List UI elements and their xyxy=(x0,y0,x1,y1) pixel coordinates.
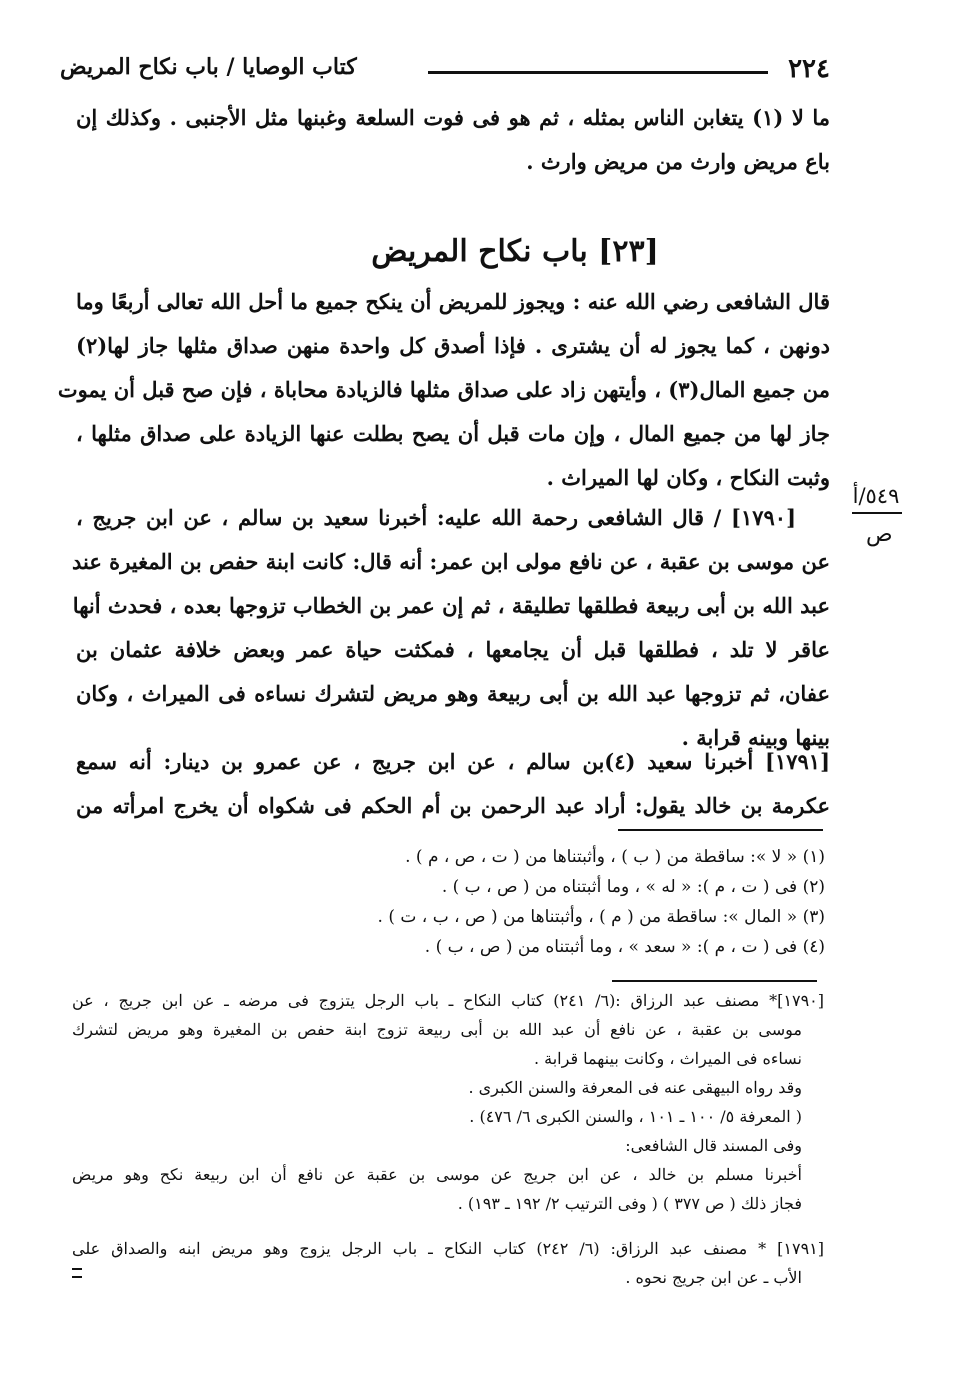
sources-rule xyxy=(612,980,817,982)
running-title: كتاب الوصايا / باب نكاح المريض xyxy=(60,54,357,80)
body-line: [١٧٩٠] / قال الشافعى رحمة الله عليه: أخبرنا سعيد بن سالم ، عن ابن جريج ، xyxy=(76,505,796,530)
body-line: وثبت النكاح ، وكان لها الميراث . xyxy=(546,465,830,490)
continuation-mark xyxy=(72,1268,82,1278)
source-line: فجاز ذلك ( ص ٣٧٧ ) ( وفى الترتيب ٢/ ١٩٢ ـ ١٩٣) . xyxy=(457,1194,802,1213)
intro-line: باع مريض وارث من مريض وارث . xyxy=(526,149,830,174)
body-line: عاقر لا تلد ، فطلقها قبل أن يجامعها ، فمكثت حياة عمر وبعض خلافة عثمان بن xyxy=(76,637,830,662)
body-line: [١٧٩١] أخبرنا سعيد (٤)بن سالم ، عن ابن جريج ، عن عمرو بن دينار: أنه سمع xyxy=(76,749,831,774)
source-line: [١٧٩١] * مصنف عبد الرزاق: (٦/ ٢٤٢) كتاب النكاح ـ باب الرجل يزوج وهو مريض ابنه والصداق على xyxy=(72,1239,824,1258)
body-line: عكرمة بن خالد يقول: أراد عبد الرحمن بن أم الحكم فى شكواه أن يخرج امرأته من xyxy=(76,793,830,818)
footnote: (٢) فى ( ت ، م ): « له » ، وما أثبتناه من ( ص ، ب ) . xyxy=(441,877,825,897)
margin-rule xyxy=(852,512,902,514)
body-line: عبد الله بن أبى ربيعة فطلقها تطليقة ، ثم إن عمر بن الخطاب تزوجها بعده ، فحدث أنها xyxy=(72,593,830,618)
source-line: نساءه فى الميراث ، وكانت بينهما قرابة . xyxy=(533,1049,802,1068)
body-line: جاز لها من جميع المال ، وإن مات قبل أن يصح بطلت عنها الزيادة على صداق مثلها ، xyxy=(76,421,830,446)
source-line: موسى بن عقبة ، عن نافع أن عبد الله بن أبى ربيعة تزوج ابنة حفص بن المغيرة وهو مريض لتشرك xyxy=(72,1020,802,1039)
page-number: ٢٢٤ xyxy=(788,54,830,84)
page-header xyxy=(60,54,830,90)
source-line: أخبرنا مسلم بن خالد ، عن ابن جريج عن موسى بن عقبة عن نافع أن ابن ربيعة نكح وهو مريض xyxy=(72,1165,802,1184)
body-line: دونهن ، كما يجوز له أن يشترى . فإذا أصدق كل واحدة منهن صداق مثلها جاز لها(٢) xyxy=(76,333,830,358)
source-line: وفى المسند قال الشافعى: xyxy=(625,1136,802,1155)
chapter-title: [٢٣] باب نكاح المريض xyxy=(371,234,659,269)
intro-line: ما لا (١) يتغابن الناس بمثله ، ثم هو فى فوت السلعة وغبنها مثل الأجنبى . وكذلك إن xyxy=(76,105,831,130)
margin-manuscript-letter: ص xyxy=(866,522,893,547)
footnote: (٤) فى ( ت ، م ): « سعد » ، وما أثبتناه من ( ص ، ب ) . xyxy=(424,937,825,957)
body-line: عفان، ثم تزوجها عبد الله بن أبى ربيعة وهو مريض لتشرك نساءه فى الميراث ، وكان xyxy=(76,681,830,706)
body-line: من جميع المال(٣) ، وأيتهن زاد على صداق مثلها فالزيادة محاباة ، فإن صح قبل أن يموت xyxy=(57,377,830,402)
source-line: [١٧٩٠]* مصنف عبد الرزاق :(٦/ ٢٤١) كتاب النكاح ـ باب الرجل يتزوج فى مرضه ـ عن ابن جريج ، عن xyxy=(72,991,825,1010)
body-line: قال الشافعى رضي الله عنه : ويجوز للمريض أن ينكح جميع ما أحل الله تعالى أربعًا وما xyxy=(76,289,830,314)
source-line: وقد رواه البيهقى عنه فى المعرفة والسنن الكبرى . xyxy=(468,1078,802,1097)
footnote: (١) « لا »: ساقطة من ( ب ) ، وأثبتناها من ( ت ، ص ، م ) . xyxy=(405,847,825,867)
body-line: عن موسى بن عقبة ، عن نافع مولى ابن عمر: أنه قال: كانت ابنة حفص بن المغيرة عند xyxy=(71,549,830,574)
margin-folio-ref: ٥٤٩/أ xyxy=(852,484,900,508)
body-line: بينها وبينه قرابة . xyxy=(681,725,830,750)
footnote: (٣) « المال »: ساقطة من ( م ) ، وأثبتناها من ( ص ، ب ، ت ) . xyxy=(377,907,825,927)
source-line: ( المعرفة ٥/ ١٠٠ ـ ١٠١ ، والسنن الكبرى ٦/ ٤٧٦) . xyxy=(469,1107,802,1126)
source-line: الأب ـ عن ابن جريج نحوه . xyxy=(625,1268,802,1287)
header-rule xyxy=(428,71,768,74)
footnote-rule xyxy=(618,829,823,831)
